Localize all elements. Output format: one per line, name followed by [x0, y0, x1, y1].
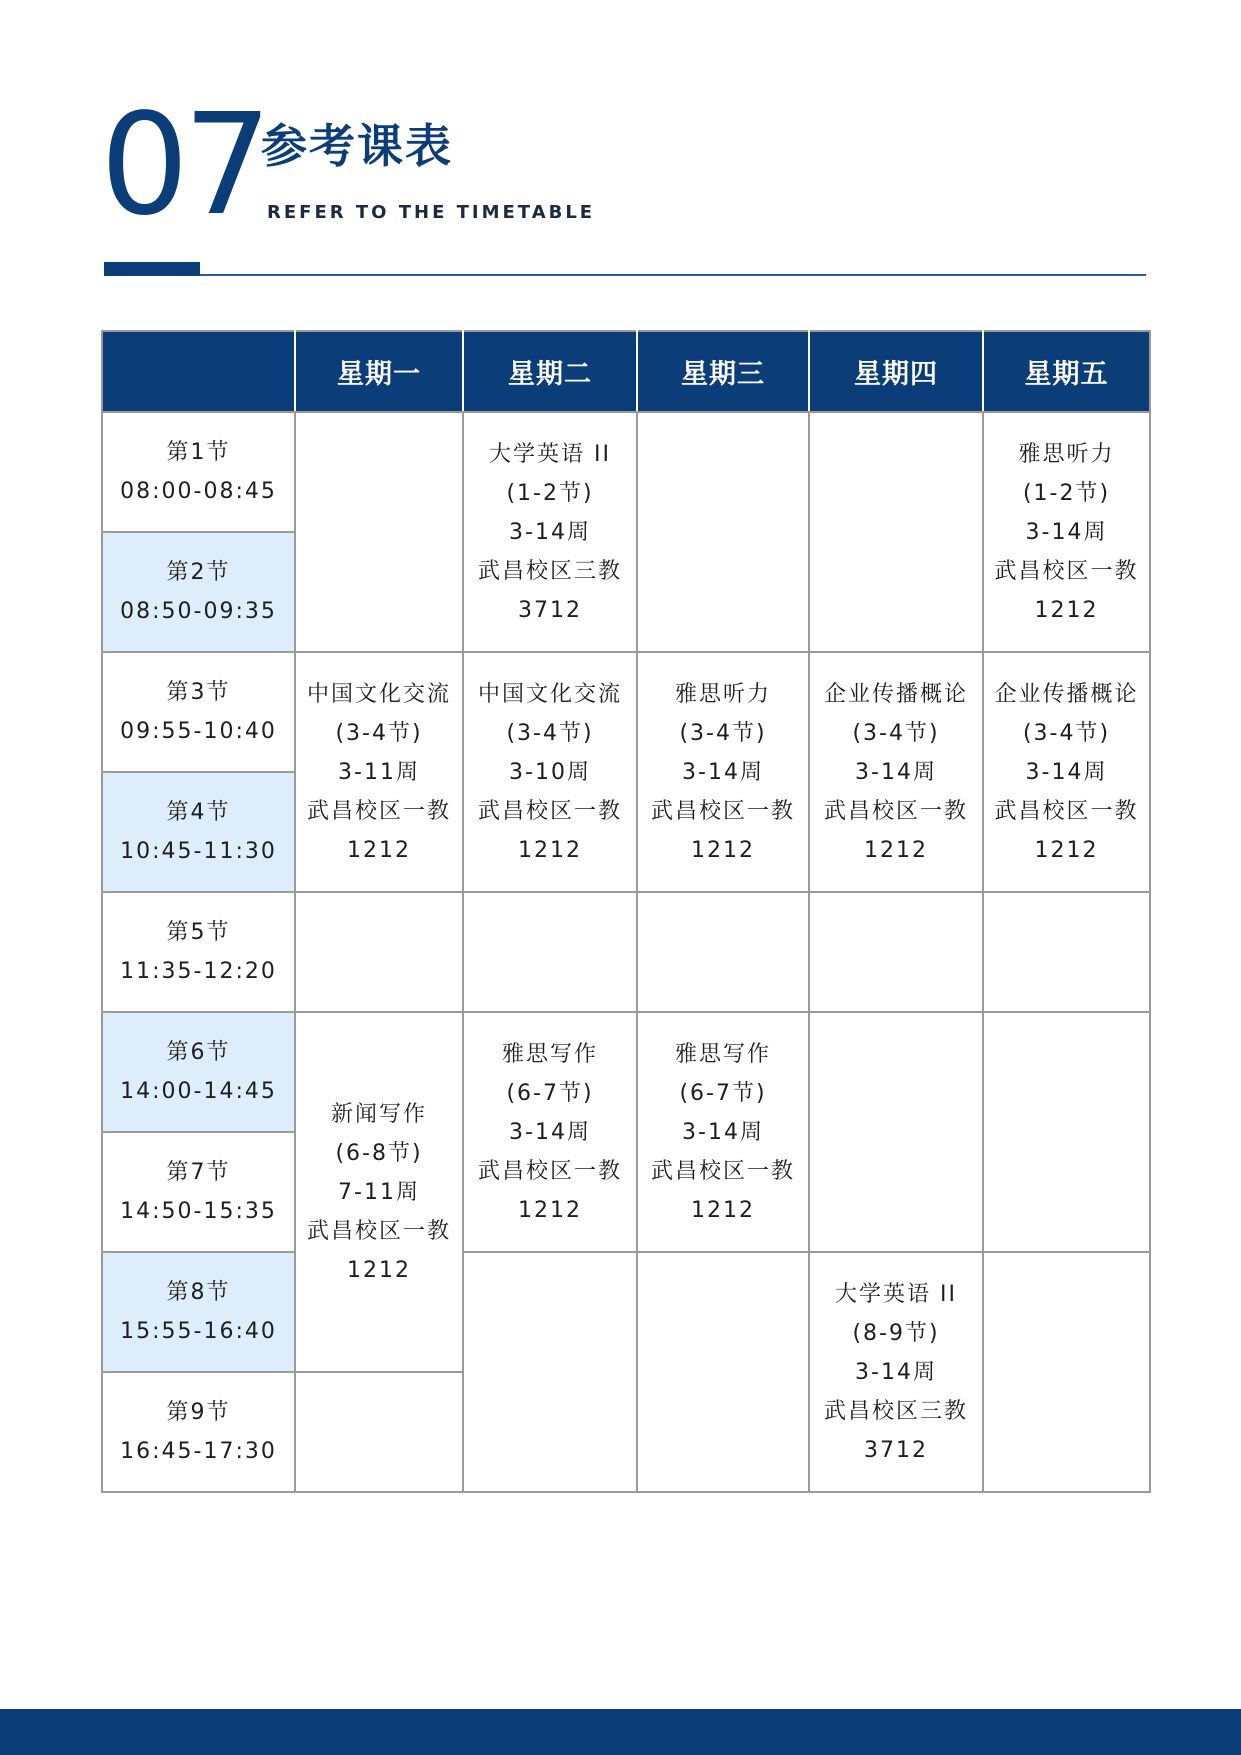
period-time: 11:35-12:20	[120, 959, 277, 984]
course-room: 武昌校区一教	[477, 798, 622, 824]
period-cell	[102, 892, 295, 1012]
course-cell	[983, 652, 1150, 892]
course-periods: (1-2节)	[1022, 480, 1111, 506]
course-cell	[295, 652, 463, 892]
course-room-code: 3712	[864, 1437, 928, 1463]
course-weeks: 3-11周	[338, 759, 420, 785]
course-weeks: 3-14周	[509, 1119, 591, 1145]
course-weeks: 3-10周	[509, 759, 591, 785]
empty-cell	[983, 892, 1150, 1012]
empty-cell	[637, 892, 809, 1012]
period-name: 第9节	[166, 1400, 231, 1425]
period-cell	[102, 1372, 295, 1492]
period-cell	[102, 772, 295, 892]
course-name: 中国文化交流	[306, 681, 451, 707]
course-periods: (1-2节)	[506, 480, 594, 506]
period-time: 08:50-09:35	[120, 599, 277, 624]
course-name: 雅思听力	[1018, 441, 1115, 467]
period-time: 10:45-11:30	[120, 839, 277, 864]
course-name: 雅思听力	[674, 681, 771, 707]
course-cell	[295, 1012, 463, 1372]
course-cell	[463, 412, 637, 652]
course-room: 武昌校区一教	[823, 798, 968, 824]
course-cell	[463, 652, 637, 892]
course-periods: (3-4节)	[852, 720, 940, 746]
period-name: 第5节	[166, 920, 231, 945]
course-periods: (3-4节)	[506, 720, 594, 746]
footer-bar	[0, 1709, 1241, 1755]
course-name: 企业传播概论	[994, 681, 1139, 707]
course-periods: (6-8节)	[335, 1140, 423, 1166]
day-header-friday: 星期五	[983, 331, 1150, 412]
empty-cell	[983, 1012, 1150, 1252]
course-room-code: 1212	[864, 837, 928, 863]
course-room: 武昌校区一教	[650, 1158, 795, 1184]
empty-cell	[295, 1372, 463, 1492]
empty-cell	[809, 892, 983, 1012]
period-time: 14:50-15:35	[120, 1199, 277, 1224]
empty-cell	[637, 412, 809, 652]
course-cell	[463, 1012, 637, 1252]
course-weeks: 3-14周	[855, 1359, 937, 1385]
course-weeks: 3-14周	[682, 1119, 764, 1145]
course-room-code: 1212	[691, 1197, 755, 1223]
header-accent-bar	[104, 262, 200, 276]
empty-cell	[295, 412, 463, 652]
course-room: 武昌校区一教	[306, 798, 451, 824]
period-time: 09:55-10:40	[120, 719, 277, 744]
period-time: 15:55-16:40	[120, 1319, 277, 1344]
period-name: 第3节	[166, 680, 231, 705]
period-time: 14:00-14:45	[120, 1079, 277, 1104]
course-cell	[637, 1012, 809, 1252]
period-cell	[102, 652, 295, 772]
table-row	[102, 1012, 1150, 1132]
course-room: 武昌校区三教	[823, 1398, 968, 1424]
empty-cell	[809, 412, 983, 652]
course-room: 武昌校区一教	[650, 798, 795, 824]
timetable	[101, 330, 1151, 1493]
period-cell	[102, 1012, 295, 1132]
course-periods: (6-7节)	[506, 1080, 594, 1106]
course-room-code: 1212	[518, 1197, 582, 1223]
course-room-code: 1212	[1034, 597, 1099, 623]
period-name: 第7节	[166, 1160, 231, 1185]
table-row	[102, 652, 1150, 772]
table-row	[102, 892, 1150, 1012]
empty-cell	[295, 892, 463, 1012]
header-divider-line	[200, 274, 1146, 276]
day-header-monday: 星期一	[295, 331, 463, 412]
course-periods: (8-9节)	[852, 1320, 940, 1346]
timetable-header-row	[102, 331, 1150, 412]
page-title: 参考课表	[261, 119, 453, 173]
course-weeks: 3-14周	[1025, 759, 1108, 785]
course-weeks: 3-14周	[1025, 519, 1108, 545]
period-name: 第4节	[166, 800, 231, 825]
period-name: 第1节	[166, 440, 231, 465]
course-cell	[809, 1252, 983, 1492]
empty-cell	[809, 1012, 983, 1252]
course-room: 武昌校区三教	[477, 558, 622, 584]
day-header-thursday: 星期四	[809, 331, 983, 412]
page-subtitle: REFER TO THE TIMETABLE	[267, 202, 596, 223]
course-name: 雅思写作	[674, 1041, 771, 1067]
course-cell	[983, 412, 1150, 652]
course-room-code: 1212	[691, 837, 755, 863]
course-periods: (3-4节)	[1022, 720, 1111, 746]
day-header-tuesday: 星期二	[463, 331, 637, 412]
course-periods: (3-4节)	[679, 720, 767, 746]
period-cell	[102, 1132, 295, 1252]
course-room-code: 1212	[347, 1257, 411, 1283]
course-weeks: 3-14周	[855, 759, 937, 785]
period-name: 第6节	[166, 1040, 231, 1065]
table-row	[102, 1252, 1150, 1372]
course-weeks: 3-14周	[509, 519, 591, 545]
course-name: 中国文化交流	[477, 681, 622, 707]
period-cell	[102, 532, 295, 652]
period-cell	[102, 1252, 295, 1372]
empty-cell	[463, 892, 637, 1012]
course-name: 大学英语 II	[835, 1281, 957, 1307]
course-room: 武昌校区一教	[994, 558, 1139, 584]
corner-cell	[102, 331, 295, 412]
course-weeks: 7-11周	[338, 1179, 420, 1205]
period-cell	[102, 412, 295, 532]
period-name: 第2节	[166, 560, 231, 585]
table-row	[102, 412, 1150, 532]
course-name: 雅思写作	[501, 1041, 598, 1067]
course-room-code: 1212	[1034, 837, 1099, 863]
empty-cell	[463, 1252, 637, 1492]
empty-cell	[637, 1252, 809, 1492]
period-time: 08:00-08:45	[120, 479, 277, 504]
course-name: 企业传播概论	[823, 681, 968, 707]
course-room-code: 3712	[518, 597, 582, 623]
course-room: 武昌校区一教	[994, 798, 1139, 824]
course-periods: (6-7节)	[679, 1080, 767, 1106]
course-name: 新闻写作	[330, 1101, 427, 1127]
course-cell	[637, 652, 809, 892]
course-room-code: 1212	[347, 837, 411, 863]
course-periods: (3-4节)	[335, 720, 423, 746]
course-room: 武昌校区一教	[306, 1218, 451, 1244]
period-time: 16:45-17:30	[120, 1439, 277, 1464]
course-weeks: 3-14周	[682, 759, 764, 785]
section-number: 07	[100, 84, 267, 247]
course-room: 武昌校区一教	[477, 1158, 622, 1184]
course-name: 大学英语 II	[489, 441, 611, 467]
period-name: 第8节	[166, 1280, 231, 1305]
course-cell	[809, 652, 983, 892]
empty-cell	[983, 1252, 1150, 1492]
day-header-wednesday: 星期三	[637, 331, 809, 412]
course-room-code: 1212	[518, 837, 582, 863]
